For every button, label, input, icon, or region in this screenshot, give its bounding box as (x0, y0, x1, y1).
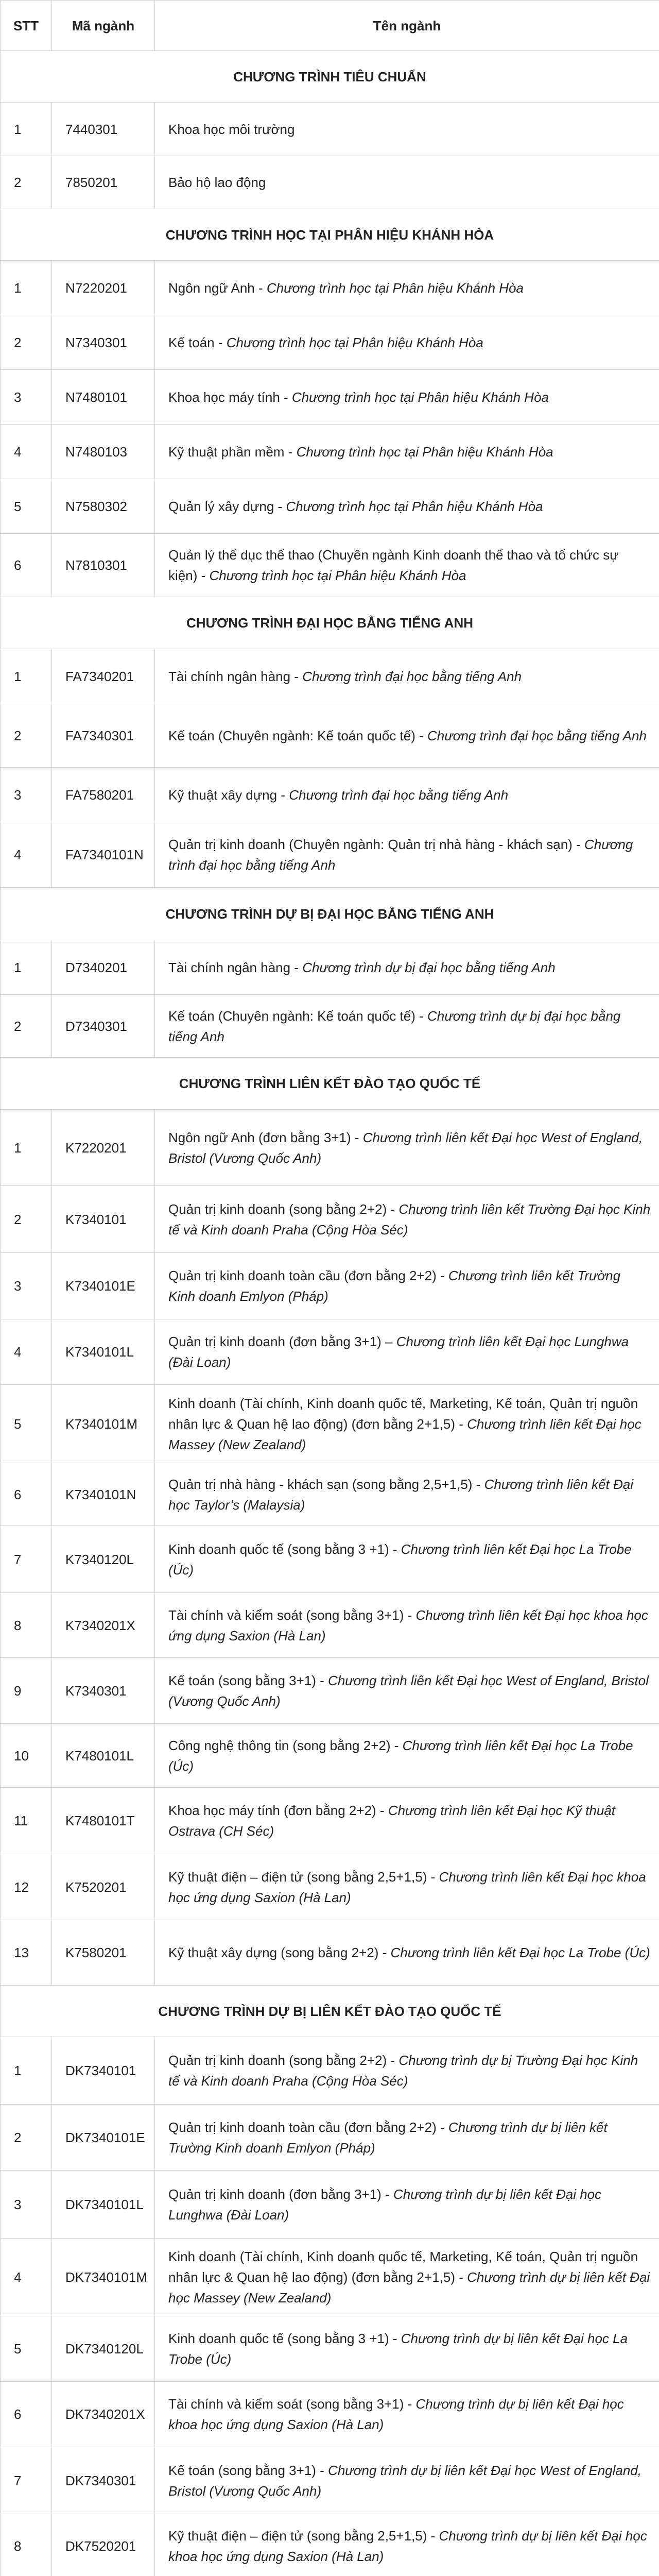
row-code: K7340101M (52, 1385, 155, 1463)
table-row (1, 370, 659, 425)
row-stt: 12 (1, 1854, 52, 1920)
row-program-note: Chương trình liên kết Đại học La Trobe (Úc) (168, 1737, 633, 1774)
row-program-note: Chương trình liên kết Đại học La Trobe (Úc) (168, 1541, 632, 1578)
row-stt: 5 (1, 479, 52, 534)
row-major-name: Kế toán (song bằng 3+1) - (168, 2462, 328, 2478)
row-code: K7340101E (52, 1253, 155, 1319)
row-title (155, 1319, 659, 1385)
row-program-note: Chương trình dự bị đại học bằng tiếng Anh (302, 959, 556, 975)
row-stt: 10 (1, 1724, 52, 1788)
row-stt: 1 (1, 2037, 52, 2105)
row-program-note: Chương trình liên kết Trường Đại học Kinh tế và Kinh doanh Praha (Cộng Hòa Séc) (168, 1201, 651, 1238)
row-title (155, 1658, 659, 1724)
row-title (155, 768, 659, 822)
table-row (1, 1110, 659, 1186)
row-stt: 2 (1, 156, 52, 209)
row-major-name: Tài chính ngân hàng - (168, 959, 303, 975)
row-major-name: Kỹ thuật điện – điện tử (song bằng 2,5+1,5) - (168, 2528, 439, 2544)
row-code: FA7340201 (52, 649, 155, 704)
row-code: K7340201X (52, 1593, 155, 1658)
row-major-name: Kế toán (Chuyên ngành: Kế toán quốc tế) - (168, 728, 428, 743)
row-stt: 2 (1, 2105, 52, 2171)
table-row (1, 1526, 659, 1593)
row-code: DK7340120L (52, 2316, 155, 2382)
table-row (1, 2316, 659, 2382)
row-code: K7480101L (52, 1724, 155, 1788)
section-title: CHƯƠNG TRÌNH DỰ BỊ ĐẠI HỌC BẰNG TIẾNG ANH (1, 888, 659, 940)
row-program-note: Chương trình dự bị đại học bằng tiếng Anh (168, 1008, 621, 1044)
section-header-row (1, 888, 659, 940)
row-program-note: Chương trình liên kết Đại học khoa học ứng dụng Saxion (Hà Lan) (168, 1607, 648, 1643)
row-program-note: Chương trình đại học bằng tiếng Anh (289, 787, 509, 803)
row-code: N7220201 (52, 261, 155, 315)
row-title (155, 315, 659, 370)
row-code: 7850201 (52, 156, 155, 209)
row-program-note: Chương trình liên kết Đại học Lunghwa (Đài Loan) (168, 1334, 629, 1370)
section-title: CHƯƠNG TRÌNH DỰ BỊ LIÊN KẾT ĐÀO TẠO QUỐC TẾ (1, 1986, 659, 2037)
row-major-name: Quản trị nhà hàng - khách sạn (song bằng 2,5+1,5) - (168, 1476, 484, 1492)
header-stt: STT (1, 1, 52, 51)
row-code: K7340301 (52, 1658, 155, 1724)
row-code: 7440301 (52, 103, 155, 156)
row-code: N7580302 (52, 479, 155, 534)
table-row (1, 1658, 659, 1724)
row-code: K7340120L (52, 1526, 155, 1593)
row-major-name: Kỹ thuật phần mềm - (168, 444, 297, 460)
row-program-note: Chương trình học tại Phân hiệu Khánh Hòa (296, 444, 553, 460)
row-major-name: Khoa học môi trường (168, 121, 295, 137)
row-major-name: Quản trị kinh doanh (song bằng 2+2) - (168, 2053, 399, 2068)
row-title (155, 822, 659, 888)
row-code: N7810301 (52, 534, 155, 597)
row-code: FA7580201 (52, 768, 155, 822)
row-code: DK7520201 (52, 2514, 155, 2576)
row-major-name: Quản trị kinh doanh toàn cầu (đơn bằng 2+2) - (168, 1268, 448, 1283)
row-program-note: Chương trình dự bị Trường Đại học Kinh tế và Kinh doanh Praha (Cộng Hòa Séc) (168, 2053, 638, 2089)
table-row (1, 425, 659, 479)
row-stt: 6 (1, 2382, 52, 2447)
row-stt: 1 (1, 261, 52, 315)
row-stt: 2 (1, 1186, 52, 1253)
row-title (155, 704, 659, 768)
row-program-note: Chương trình liên kết Đại học West of England, Bristol (Vương Quốc Anh) (168, 1672, 649, 1709)
table-row (1, 940, 659, 995)
row-major-name: Tài chính ngân hàng - (168, 669, 303, 684)
row-major-name: Kỹ thuật xây dựng - (168, 787, 289, 803)
row-code: DK7340101L (52, 2171, 155, 2239)
row-stt: 7 (1, 1526, 52, 1593)
row-stt: 2 (1, 704, 52, 768)
row-stt: 6 (1, 534, 52, 597)
row-stt: 4 (1, 425, 52, 479)
row-title (155, 2382, 659, 2447)
row-title (155, 370, 659, 425)
row-major-name: Khoa học máy tính (đơn bằng 2+2) - (168, 1803, 388, 1818)
row-stt: 8 (1, 2514, 52, 2576)
table-row (1, 103, 659, 156)
row-program-note: Chương trình dự bị liên kết Đại học Lunghwa (Đài Loan) (168, 2186, 602, 2223)
row-code: DK7340101E (52, 2105, 155, 2171)
row-major-name: Kỹ thuật xây dựng (song bằng 2+2) - (168, 1945, 391, 1960)
table-row (1, 649, 659, 704)
row-major-name: Kinh doanh (Tài chính, Kinh doanh quốc tế, Marketing, Kế toán, Quản trị nguồn nhân lực & Quan hệ lao động) (đơn bằng 2+1,5) - (168, 1395, 638, 1432)
section-title: CHƯƠNG TRÌNH ĐẠI HỌC BẰNG TIẾNG ANH (1, 597, 659, 649)
section-header-row (1, 1986, 659, 2037)
row-stt: 2 (1, 315, 52, 370)
row-program-note: Chương trình liên kết Đại học West of England, Bristol (Vương Quốc Anh) (168, 1129, 643, 1166)
row-stt: 5 (1, 1385, 52, 1463)
row-title (155, 479, 659, 534)
row-program-note: Chương trình liên kết Đại học Kỹ thuật Ostrava (CH Séc) (168, 1803, 616, 1839)
table-row (1, 704, 659, 768)
table-row (1, 2514, 659, 2576)
row-title (155, 261, 659, 315)
table-row (1, 479, 659, 534)
row-title (155, 1110, 659, 1186)
row-code: N7340301 (52, 315, 155, 370)
table-header-row (1, 1, 659, 51)
table-row (1, 156, 659, 209)
row-code: K7340101L (52, 1319, 155, 1385)
row-program-note: Chương trình liên kết Đại học Taylor’s (Malaysia) (168, 1476, 634, 1513)
row-code: K7340101 (52, 1186, 155, 1253)
row-program-note: Chương trình liên kết Đại học La Trobe (Úc) (390, 1945, 650, 1960)
row-stt: 13 (1, 1920, 52, 1986)
row-stt: 5 (1, 2316, 52, 2382)
section-header-row (1, 51, 659, 103)
row-program-note: Chương trình học tại Phân hiệu Khánh Hòa (286, 498, 543, 514)
table-row (1, 2382, 659, 2447)
table-row (1, 2105, 659, 2171)
row-code: DK7340301 (52, 2447, 155, 2514)
row-program-note: Chương trình dự bị liên kết Đại học Massey (New Zealand) (168, 2269, 650, 2306)
row-major-name: Quản trị kinh doanh (đơn bằng 3+1) - (168, 2186, 393, 2202)
row-title (155, 1186, 659, 1253)
table-row (1, 1920, 659, 1986)
row-title (155, 2105, 659, 2171)
row-title (155, 1593, 659, 1658)
row-title (155, 1385, 659, 1463)
row-major-name: Bảo hộ lao động (168, 175, 266, 190)
row-title (155, 1788, 659, 1854)
table-row (1, 1593, 659, 1658)
row-title (155, 425, 659, 479)
row-major-name: Ngôn ngữ Anh - (168, 280, 267, 296)
row-title (155, 2239, 659, 2316)
section-title: CHƯƠNG TRÌNH LIÊN KẾT ĐÀO TẠO QUỐC TẾ (1, 1058, 659, 1110)
row-code: K7340101N (52, 1463, 155, 1526)
row-code: K7220201 (52, 1110, 155, 1186)
row-stt: 3 (1, 1253, 52, 1319)
row-major-name: Quản lý thể dục thể thao (Chuyên ngành Kinh doanh thể thao và tổ chức sự kiện) - (168, 547, 619, 583)
table-row (1, 1788, 659, 1854)
row-stt: 4 (1, 2239, 52, 2316)
table-row (1, 534, 659, 597)
row-title (155, 2447, 659, 2514)
row-stt: 9 (1, 1658, 52, 1724)
row-title (155, 1463, 659, 1526)
row-code: DK7340201X (52, 2382, 155, 2447)
row-major-name: Tài chính và kiểm soát (song bằng 3+1) - (168, 1607, 416, 1623)
row-stt: 1 (1, 103, 52, 156)
row-major-name: Quản trị kinh doanh (song bằng 2+2) - (168, 1201, 399, 1217)
table-row (1, 1186, 659, 1253)
row-title (155, 1253, 659, 1319)
section-header-row (1, 597, 659, 649)
row-major-name: Kinh doanh (Tài chính, Kinh doanh quốc tế, Marketing, Kế toán, Quản trị nguồn nhân lực & Quan hệ lao động) (đơn bằng 2+1,5) - (168, 2249, 638, 2285)
row-stt: 8 (1, 1593, 52, 1658)
section-header-row (1, 1058, 659, 1110)
row-title (155, 534, 659, 597)
table-row (1, 822, 659, 888)
row-code: N7480101 (52, 370, 155, 425)
row-major-name: Kỹ thuật điện – điện tử (song bằng 2,5+1,5) - (168, 1869, 439, 1885)
row-code: DK7340101M (52, 2239, 155, 2316)
row-title (155, 940, 659, 995)
row-stt: 3 (1, 370, 52, 425)
row-program-note: Chương trình học tại Phân hiệu Khánh Hòa (291, 389, 549, 405)
table-row (1, 1319, 659, 1385)
row-title (155, 2514, 659, 2576)
row-major-name: Kinh doanh quốc tế (song bằng 3 +1) - (168, 1541, 401, 1557)
row-program-note: Chương trình liên kết Đại học Massey (New Zealand) (168, 1416, 641, 1452)
row-major-name: Tài chính và kiểm soát (song bằng 3+1) - (168, 2396, 416, 2412)
row-stt: 1 (1, 1110, 52, 1186)
row-major-name: Quản trị kinh doanh toàn cầu (đơn bằng 2+2) - (168, 2119, 448, 2135)
row-stt: 4 (1, 1319, 52, 1385)
row-title (155, 2037, 659, 2105)
row-title (155, 1854, 659, 1920)
table-row (1, 261, 659, 315)
table-row (1, 2171, 659, 2239)
table-row (1, 2037, 659, 2105)
row-title (155, 649, 659, 704)
row-stt: 1 (1, 940, 52, 995)
row-program-note: Chương trình học tại Phân hiệu Khánh Hòa (209, 568, 466, 583)
row-stt: 2 (1, 995, 52, 1058)
row-title (155, 156, 659, 209)
row-program-note: Chương trình liên kết Trường Kinh doanh Emlyon (Pháp) (168, 1268, 621, 1304)
row-stt: 11 (1, 1788, 52, 1854)
table-row (1, 1463, 659, 1526)
row-code: N7480103 (52, 425, 155, 479)
row-title (155, 1526, 659, 1593)
section-title: CHƯƠNG TRÌNH HỌC TẠI PHÂN HIỆU KHÁNH HÒA (1, 209, 659, 261)
row-program-note: Chương trình dự bị liên kết Đại học West of England, Bristol (Vương Quốc Anh) (168, 2462, 642, 2499)
table-row (1, 2447, 659, 2514)
row-program-note: Chương trình dự bị liên kết Đại học khoa học ứng dụng Saxion (Hà Lan) (168, 2528, 647, 2564)
row-title (155, 1724, 659, 1788)
table-row (1, 1854, 659, 1920)
row-program-note: Chương trình liên kết Đại học khoa học ứng dụng Saxion (Hà Lan) (168, 1869, 646, 1905)
row-stt: 1 (1, 649, 52, 704)
row-program-note: Chương trình dự bị liên kết Trường Kinh doanh Emlyon (Pháp) (168, 2119, 608, 2156)
row-major-name: Kế toán - (168, 334, 227, 350)
row-title (155, 995, 659, 1058)
row-code: DK7340101 (52, 2037, 155, 2105)
table-body (1, 51, 659, 2576)
row-stt: 3 (1, 768, 52, 822)
row-program-note: Chương trình dự bị liên kết Đại học khoa học ứng dụng Saxion (Hà Lan) (168, 2396, 624, 2432)
table-row (1, 1724, 659, 1788)
row-title (155, 2171, 659, 2239)
row-major-name: Quản trị kinh doanh (đơn bằng 3+1) – (168, 1334, 396, 1349)
row-code: K7480101T (52, 1788, 155, 1854)
row-major-name: Khoa học máy tính - (168, 389, 292, 405)
row-title (155, 2316, 659, 2382)
table-row (1, 1253, 659, 1319)
row-program-note: Chương trình dự bị liên kết Đại học La Trobe (Úc) (168, 2331, 628, 2367)
row-stt: 4 (1, 822, 52, 888)
row-program-note: Chương trình đại học bằng tiếng Anh (427, 728, 647, 743)
row-major-name: Kinh doanh quốc tế (song bằng 3 +1) - (168, 2331, 401, 2346)
row-stt: 7 (1, 2447, 52, 2514)
table-row (1, 768, 659, 822)
row-code: FA7340101N (52, 822, 155, 888)
row-major-name: Quản lý xây dựng - (168, 498, 286, 514)
row-code: D7340301 (52, 995, 155, 1058)
row-program-note: Chương trình học tại Phân hiệu Khánh Hòa (226, 334, 483, 350)
row-title (155, 103, 659, 156)
row-title (155, 1920, 659, 1986)
row-program-note: Chương trình học tại Phân hiệu Khánh Hòa (266, 280, 524, 296)
table-row (1, 315, 659, 370)
row-major-name: Ngôn ngữ Anh (đơn bằng 3+1) - (168, 1129, 363, 1145)
row-program-note: Chương trình đại học bằng tiếng Anh (302, 669, 522, 684)
table-row (1, 995, 659, 1058)
table-row (1, 1385, 659, 1463)
row-major-name: Kế toán (song bằng 3+1) - (168, 1672, 328, 1688)
header-code: Mã ngành (52, 1, 155, 51)
row-code: K7520201 (52, 1854, 155, 1920)
row-code: FA7340301 (52, 704, 155, 768)
section-title: CHƯƠNG TRÌNH TIÊU CHUẨN (1, 51, 659, 103)
row-major-name: Quản trị kinh doanh (Chuyên ngành: Quản trị nhà hàng - khách sạn) - (168, 837, 584, 852)
section-header-row (1, 209, 659, 261)
row-stt: 3 (1, 2171, 52, 2239)
row-stt: 6 (1, 1463, 52, 1526)
row-program-note: Chương trình đại học bằng tiếng Anh (168, 837, 633, 873)
row-code: D7340201 (52, 940, 155, 995)
row-code: K7580201 (52, 1920, 155, 1986)
header-name: Tên ngành (155, 1, 659, 51)
row-major-name: Kế toán (Chuyên ngành: Kế toán quốc tế) - (168, 1008, 428, 1024)
table-row (1, 2239, 659, 2316)
row-major-name: Công nghệ thông tin (song bằng 2+2) - (168, 1737, 403, 1753)
